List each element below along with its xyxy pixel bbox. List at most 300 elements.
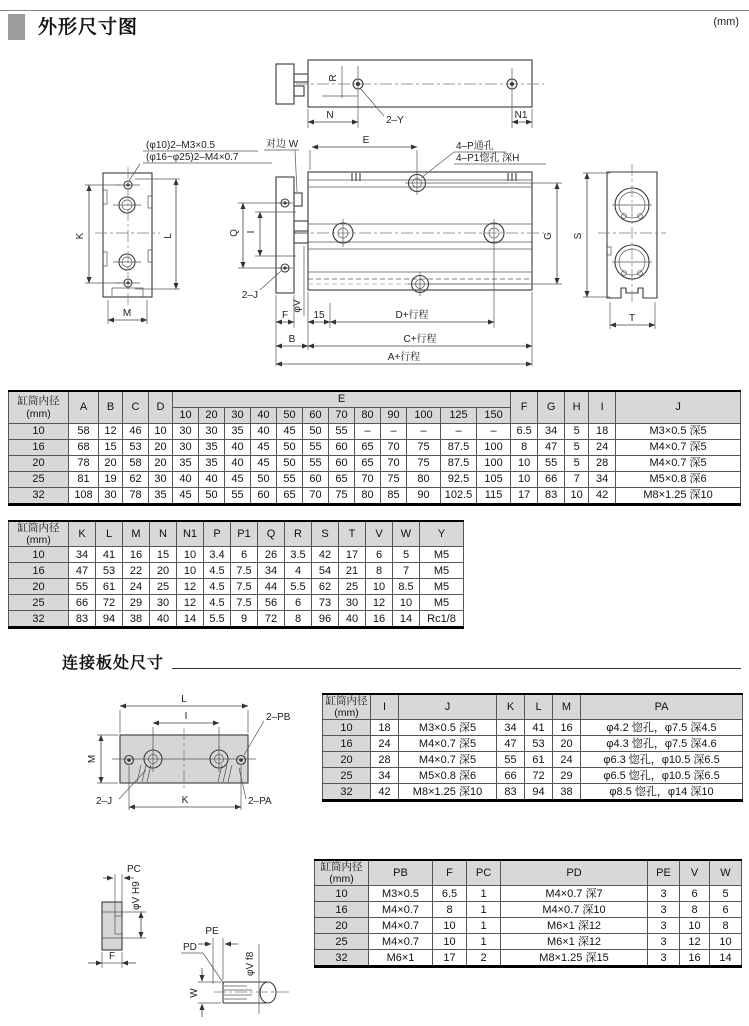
col-group-header-cell: E bbox=[173, 391, 511, 408]
data-cell: 3 bbox=[648, 950, 680, 967]
data-cell: 10 bbox=[511, 472, 538, 488]
col-header-cell: T bbox=[339, 521, 366, 547]
connection-plate-drawing bbox=[60, 690, 320, 820]
data-cell: 40 bbox=[199, 472, 225, 488]
data-cell: 1 bbox=[467, 934, 501, 950]
table-row bbox=[323, 784, 743, 801]
col-subheader-cell: 30 bbox=[225, 408, 251, 424]
data-cell: 20 bbox=[553, 736, 581, 752]
data-cell: 7.5 bbox=[231, 563, 258, 579]
col-subheader-cell: 50 bbox=[277, 408, 303, 424]
data-cell: 115 bbox=[477, 488, 511, 505]
detail-drawings bbox=[60, 850, 320, 1026]
data-cell: 10 bbox=[177, 563, 204, 579]
data-cell: 40 bbox=[225, 456, 251, 472]
data-cell: 16 bbox=[123, 547, 150, 563]
dim-label-k: K bbox=[181, 795, 189, 806]
data-cell: M5×0.8 深6 bbox=[399, 768, 497, 784]
data-cell: 55 bbox=[277, 472, 303, 488]
data-cell: φ4.3 惚孔，φ7.5 深4.6 bbox=[581, 736, 743, 752]
data-cell: 40 bbox=[150, 611, 177, 628]
data-cell: 15 bbox=[99, 440, 123, 456]
front-view-drawing bbox=[229, 135, 562, 366]
row-header-title bbox=[315, 860, 369, 886]
col-header-cell: F bbox=[511, 391, 538, 424]
col-header-cell: F bbox=[433, 860, 467, 886]
data-cell: M3×0.5 深5 bbox=[616, 424, 741, 440]
dim-label-i: I bbox=[184, 711, 188, 722]
data-cell: 1 bbox=[467, 886, 501, 902]
col-header-cell: G bbox=[538, 391, 565, 424]
col-subheader-cell: 60 bbox=[303, 408, 329, 424]
callout-2pa: 2–PA bbox=[248, 796, 272, 807]
data-cell: 35 bbox=[225, 424, 251, 440]
data-cell: 42 bbox=[589, 488, 616, 505]
title-marker bbox=[8, 14, 25, 40]
dim-label-r: R bbox=[328, 74, 339, 82]
col-subheader-cell: 100 bbox=[407, 408, 441, 424]
col-header-cell: A bbox=[69, 391, 99, 424]
data-cell: 42 bbox=[312, 547, 339, 563]
col-header-cell: L bbox=[96, 521, 123, 547]
data-cell: 83 bbox=[497, 784, 525, 801]
data-cell: 108 bbox=[69, 488, 99, 505]
table-row bbox=[323, 752, 743, 768]
dim-label-pc: PC bbox=[127, 864, 141, 875]
data-cell: 5 bbox=[710, 886, 742, 902]
data-cell: 75 bbox=[407, 440, 441, 456]
dim-label-pe: PE bbox=[205, 926, 219, 937]
data-cell: 90 bbox=[407, 488, 441, 505]
data-cell: 6 bbox=[680, 886, 710, 902]
row-header-cell: 25 bbox=[9, 472, 69, 488]
data-cell: 10 bbox=[393, 595, 420, 611]
data-cell: 10 bbox=[149, 424, 173, 440]
col-header-cell: W bbox=[393, 521, 420, 547]
data-cell: 25 bbox=[150, 579, 177, 595]
row-header-cell: 16 bbox=[315, 902, 369, 918]
data-cell: 24 bbox=[553, 752, 581, 768]
row-header-cell: 25 bbox=[9, 595, 69, 611]
data-cell: M6×1 bbox=[369, 950, 433, 967]
dimensions-table-main bbox=[8, 390, 741, 506]
col-header-cell: V bbox=[680, 860, 710, 886]
dim-label-q: Q bbox=[229, 229, 240, 237]
rod-end-view-drawing bbox=[181, 926, 290, 1017]
col-header-cell: N bbox=[150, 521, 177, 547]
data-cell: 35 bbox=[199, 456, 225, 472]
data-cell: 18 bbox=[371, 720, 399, 736]
data-cell: 72 bbox=[258, 611, 285, 628]
data-cell: 30 bbox=[99, 488, 123, 505]
data-cell: 35 bbox=[199, 440, 225, 456]
data-cell: 70 bbox=[381, 440, 407, 456]
data-cell: M4×0.7 深10 bbox=[501, 902, 648, 918]
data-cell: 53 bbox=[525, 736, 553, 752]
col-subheader-cell: 10 bbox=[173, 408, 199, 424]
table-row bbox=[9, 440, 741, 456]
row-header-cell: 16 bbox=[323, 736, 371, 752]
callout-hole-line1: 4–P通孔 bbox=[456, 141, 494, 152]
data-cell: 17 bbox=[433, 950, 467, 967]
data-cell: 62 bbox=[312, 579, 339, 595]
data-cell: 62 bbox=[123, 472, 149, 488]
data-cell: 87.5 bbox=[441, 456, 477, 472]
data-cell: 53 bbox=[123, 440, 149, 456]
dim-label-i: I bbox=[246, 230, 257, 234]
data-cell: 12 bbox=[99, 424, 123, 440]
data-cell: 47 bbox=[497, 736, 525, 752]
data-cell: 5 bbox=[393, 547, 420, 563]
data-cell: 45 bbox=[173, 488, 199, 505]
data-cell: 34 bbox=[258, 563, 285, 579]
data-cell: 75 bbox=[381, 472, 407, 488]
data-cell: 5 bbox=[565, 440, 589, 456]
data-cell: 34 bbox=[371, 768, 399, 784]
data-cell: M4×0.7 深5 bbox=[399, 736, 497, 752]
data-cell: 16 bbox=[680, 950, 710, 967]
dim-label-n1: N1 bbox=[514, 110, 528, 121]
data-cell: 55 bbox=[303, 440, 329, 456]
data-cell: 70 bbox=[381, 456, 407, 472]
data-cell: 6 bbox=[710, 902, 742, 918]
table-row bbox=[315, 934, 742, 950]
data-cell: 50 bbox=[277, 456, 303, 472]
data-cell: 7 bbox=[565, 472, 589, 488]
data-cell: 24 bbox=[371, 736, 399, 752]
data-cell: 6 bbox=[231, 547, 258, 563]
table-row bbox=[9, 579, 464, 595]
dim-label-m: M bbox=[87, 754, 98, 764]
connection-plate-table-2 bbox=[314, 859, 742, 968]
row-header-cell: 25 bbox=[323, 768, 371, 784]
callout-thread-line1: (φ10)2–M3×0.5 bbox=[146, 140, 216, 151]
dim-label-e: E bbox=[362, 135, 370, 146]
data-cell: – bbox=[407, 424, 441, 440]
callout-2j: 2–J bbox=[96, 796, 113, 807]
col-header-cell: N1 bbox=[177, 521, 204, 547]
data-cell: – bbox=[477, 424, 511, 440]
data-cell: 61 bbox=[96, 579, 123, 595]
data-cell: 10 bbox=[433, 918, 467, 934]
unit-label: (mm) bbox=[713, 16, 739, 28]
data-cell: 65 bbox=[355, 440, 381, 456]
table-row bbox=[9, 595, 464, 611]
row-header-line1: 缸筒内径 bbox=[320, 861, 363, 873]
data-cell: M5 bbox=[420, 579, 464, 595]
data-cell: – bbox=[355, 424, 381, 440]
data-cell: 7.5 bbox=[231, 595, 258, 611]
data-cell: M6×1 深12 bbox=[501, 934, 648, 950]
dim-label-m: M bbox=[122, 308, 132, 319]
data-cell: 66 bbox=[69, 595, 96, 611]
data-cell: 50 bbox=[303, 424, 329, 440]
data-cell: 92.5 bbox=[441, 472, 477, 488]
data-cell: 2 bbox=[467, 950, 501, 967]
data-cell: 6.5 bbox=[511, 424, 538, 440]
data-cell: 70 bbox=[355, 472, 381, 488]
data-cell: 61 bbox=[525, 752, 553, 768]
data-cell: 96 bbox=[312, 611, 339, 628]
col-subheader-cell: 40 bbox=[251, 408, 277, 424]
col-subheader-cell: 150 bbox=[477, 408, 511, 424]
data-cell: 4 bbox=[285, 563, 312, 579]
data-cell: 5.5 bbox=[204, 611, 231, 628]
data-cell: 29 bbox=[123, 595, 150, 611]
data-cell: 4.5 bbox=[204, 595, 231, 611]
table-row bbox=[315, 886, 742, 902]
data-cell: 12 bbox=[366, 595, 393, 611]
data-cell: M5×0.8 深6 bbox=[616, 472, 741, 488]
data-cell: 60 bbox=[329, 456, 355, 472]
data-cell: 14 bbox=[393, 611, 420, 628]
table-row bbox=[315, 918, 742, 934]
data-cell: 42 bbox=[371, 784, 399, 801]
data-cell: 50 bbox=[199, 488, 225, 505]
col-subheader-cell: 125 bbox=[441, 408, 477, 424]
data-cell: 55 bbox=[69, 579, 96, 595]
data-cell: 5 bbox=[565, 424, 589, 440]
data-cell: M8×1.25 深15 bbox=[501, 950, 648, 967]
data-cell: 102.5 bbox=[441, 488, 477, 505]
data-cell: 72 bbox=[96, 595, 123, 611]
data-cell: 73 bbox=[312, 595, 339, 611]
data-cell: M6×1 深12 bbox=[501, 918, 648, 934]
data-cell: 8 bbox=[511, 440, 538, 456]
row-header-cell: 10 bbox=[9, 547, 69, 563]
data-cell: 5 bbox=[565, 456, 589, 472]
col-header-cell: I bbox=[371, 694, 399, 720]
data-cell: 55 bbox=[538, 456, 565, 472]
dim-label-g: G bbox=[543, 232, 554, 240]
data-cell: 28 bbox=[371, 752, 399, 768]
data-cell: φ4.2 惚孔，φ7.5 深4.5 bbox=[581, 720, 743, 736]
data-cell: 68 bbox=[69, 440, 99, 456]
data-cell: 10 bbox=[565, 488, 589, 505]
section-title-connection-plate: 连接板处尺寸 bbox=[62, 655, 165, 672]
data-cell: 30 bbox=[199, 424, 225, 440]
data-cell: 8 bbox=[710, 918, 742, 934]
data-cell: 80 bbox=[407, 472, 441, 488]
data-cell: 60 bbox=[251, 488, 277, 505]
data-cell: 4.5 bbox=[204, 563, 231, 579]
data-cell: 3 bbox=[648, 918, 680, 934]
data-cell: 5.5 bbox=[285, 579, 312, 595]
col-header-cell: PA bbox=[581, 694, 743, 720]
data-cell: M4×0.7 深7 bbox=[501, 886, 648, 902]
data-cell: 78 bbox=[123, 488, 149, 505]
data-cell: 3 bbox=[648, 902, 680, 918]
data-cell: 34 bbox=[538, 424, 565, 440]
data-cell: 10 bbox=[177, 547, 204, 563]
data-cell: 35 bbox=[173, 456, 199, 472]
data-cell: 40 bbox=[173, 472, 199, 488]
data-cell: 47 bbox=[69, 563, 96, 579]
data-cell: M4×0.7 深5 bbox=[616, 440, 741, 456]
data-cell: 75 bbox=[407, 456, 441, 472]
col-header-cell: B bbox=[99, 391, 123, 424]
data-cell: 65 bbox=[329, 472, 355, 488]
data-cell: 14 bbox=[710, 950, 742, 967]
col-header-cell: S bbox=[312, 521, 339, 547]
col-header-cell: D bbox=[149, 391, 173, 424]
dimensions-table-secondary bbox=[8, 520, 464, 629]
right-side-view-drawing bbox=[573, 164, 666, 329]
col-header-cell: I bbox=[589, 391, 616, 424]
data-cell: 55 bbox=[225, 488, 251, 505]
col-subheader-cell: 90 bbox=[381, 408, 407, 424]
callout-hole-line2: 4–P1惚孔 深H bbox=[456, 153, 520, 164]
col-header-cell: C bbox=[123, 391, 149, 424]
row-header-cell: 20 bbox=[9, 579, 69, 595]
data-cell: 45 bbox=[251, 456, 277, 472]
data-cell: 9 bbox=[231, 611, 258, 628]
data-cell: M3×0.5 bbox=[369, 886, 433, 902]
data-cell: 83 bbox=[538, 488, 565, 505]
data-cell: M3×0.5 深5 bbox=[399, 720, 497, 736]
data-cell: 55 bbox=[329, 424, 355, 440]
dim-label-phiv-h9: φV H9 bbox=[131, 881, 142, 910]
data-cell: 24 bbox=[123, 579, 150, 595]
data-cell: 54 bbox=[312, 563, 339, 579]
data-cell: 35 bbox=[149, 488, 173, 505]
data-cell: 7.5 bbox=[231, 579, 258, 595]
dim-label-b: B bbox=[288, 334, 296, 345]
data-cell: 6.5 bbox=[433, 886, 467, 902]
data-cell: 60 bbox=[329, 440, 355, 456]
col-header-cell: P1 bbox=[231, 521, 258, 547]
col-header-cell: R bbox=[285, 521, 312, 547]
data-cell: 45 bbox=[251, 440, 277, 456]
top-rule bbox=[0, 10, 749, 11]
connection-plate-table-1 bbox=[322, 693, 743, 802]
plate-side-view-drawing bbox=[88, 864, 146, 968]
dim-label-s: S bbox=[573, 232, 584, 240]
data-cell: 22 bbox=[123, 563, 150, 579]
data-cell: 40 bbox=[339, 611, 366, 628]
data-cell: 29 bbox=[553, 768, 581, 784]
data-cell: 45 bbox=[225, 472, 251, 488]
data-cell: 25 bbox=[339, 579, 366, 595]
data-cell: 46 bbox=[123, 424, 149, 440]
data-cell: 3 bbox=[648, 934, 680, 950]
table-row bbox=[315, 902, 742, 918]
data-cell: 75 bbox=[329, 488, 355, 505]
col-header-cell: Y bbox=[420, 521, 464, 547]
col-header-cell: J bbox=[616, 391, 741, 424]
col-header-cell: W bbox=[710, 860, 742, 886]
col-header-cell: PE bbox=[648, 860, 680, 886]
data-cell: 10 bbox=[680, 918, 710, 934]
data-cell: 34 bbox=[497, 720, 525, 736]
dim-label-l: L bbox=[181, 694, 187, 705]
data-cell: M8×1.25 深10 bbox=[399, 784, 497, 801]
page-title: 外形尺寸图 bbox=[38, 17, 139, 38]
table-row bbox=[315, 950, 742, 967]
callout-2pb: 2–PB bbox=[266, 712, 291, 723]
outline-dimensions-drawing bbox=[0, 52, 749, 384]
data-cell: 40 bbox=[251, 424, 277, 440]
row-header-title bbox=[9, 521, 69, 547]
data-cell: 105 bbox=[477, 472, 511, 488]
dim-label-f: F bbox=[108, 951, 116, 962]
data-cell: 26 bbox=[258, 547, 285, 563]
table-row bbox=[9, 456, 741, 472]
col-subheader-cell: 80 bbox=[355, 408, 381, 424]
data-cell: 94 bbox=[96, 611, 123, 628]
col-header-cell: P bbox=[204, 521, 231, 547]
dim-label-phiv-f8: φV f8 bbox=[245, 951, 256, 976]
data-cell: 12 bbox=[177, 595, 204, 611]
data-cell: 18 bbox=[589, 424, 616, 440]
data-cell: M4×0.7 深5 bbox=[399, 752, 497, 768]
data-cell: M4×0.7 bbox=[369, 918, 433, 934]
data-cell: 6 bbox=[366, 547, 393, 563]
data-cell: 3 bbox=[648, 886, 680, 902]
data-cell: 41 bbox=[96, 547, 123, 563]
row-header-line1: 缸筒内径 bbox=[17, 522, 60, 534]
data-cell: 58 bbox=[123, 456, 149, 472]
data-cell: 87.5 bbox=[441, 440, 477, 456]
row-header-line1: 缸筒内径 bbox=[325, 695, 368, 707]
data-cell: 50 bbox=[277, 440, 303, 456]
data-cell: 56 bbox=[258, 595, 285, 611]
data-cell: 12 bbox=[177, 579, 204, 595]
data-cell: 15 bbox=[150, 547, 177, 563]
data-cell: 30 bbox=[339, 595, 366, 611]
row-header-cell: 16 bbox=[9, 440, 69, 456]
data-cell: 6 bbox=[285, 595, 312, 611]
row-header-cell: 32 bbox=[9, 488, 69, 505]
data-cell: 30 bbox=[173, 424, 199, 440]
row-header-cell: 20 bbox=[9, 456, 69, 472]
data-cell: 8 bbox=[680, 902, 710, 918]
col-header-cell: PD bbox=[501, 860, 648, 886]
data-cell: 38 bbox=[123, 611, 150, 628]
row-header-cell: 32 bbox=[9, 611, 69, 628]
data-cell: 72 bbox=[525, 768, 553, 784]
data-cell: 40 bbox=[225, 440, 251, 456]
data-cell: 16 bbox=[366, 611, 393, 628]
row-header-cell: 32 bbox=[315, 950, 369, 967]
data-cell: 20 bbox=[149, 456, 173, 472]
data-cell: 8.5 bbox=[393, 579, 420, 595]
data-cell: 80 bbox=[355, 488, 381, 505]
data-cell: 58 bbox=[69, 424, 99, 440]
dim-label-w: W bbox=[189, 988, 200, 998]
data-cell: 19 bbox=[99, 472, 123, 488]
row-header-cell: 25 bbox=[315, 934, 369, 950]
data-cell: 30 bbox=[150, 595, 177, 611]
data-cell: 66 bbox=[497, 768, 525, 784]
col-subheader-cell: 20 bbox=[199, 408, 225, 424]
col-subheader-cell: 70 bbox=[329, 408, 355, 424]
table-row bbox=[9, 424, 741, 440]
data-cell: 38 bbox=[553, 784, 581, 801]
data-cell: 24 bbox=[589, 440, 616, 456]
data-cell: 16 bbox=[553, 720, 581, 736]
data-cell: 8 bbox=[433, 902, 467, 918]
data-cell: 81 bbox=[69, 472, 99, 488]
data-cell: 3.5 bbox=[285, 547, 312, 563]
table-row bbox=[9, 488, 741, 505]
data-cell: 65 bbox=[277, 488, 303, 505]
col-header-cell: PC bbox=[467, 860, 501, 886]
col-header-cell: PB bbox=[369, 860, 433, 886]
table-row bbox=[323, 720, 743, 736]
row-header-line2: (mm) bbox=[334, 707, 359, 720]
data-cell: 78 bbox=[69, 456, 99, 472]
